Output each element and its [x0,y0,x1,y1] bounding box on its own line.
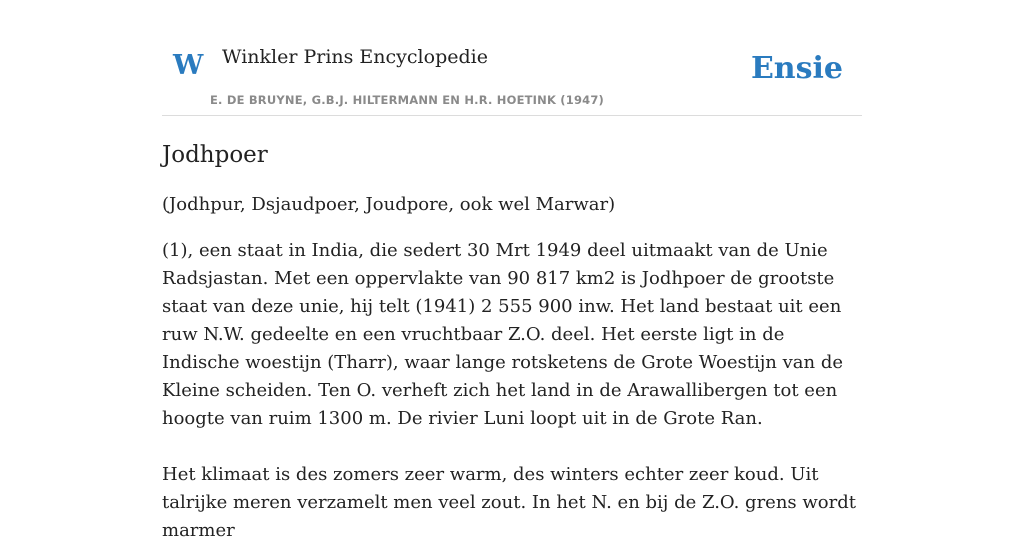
article-title: Jodhpoer [162,142,268,168]
article-subtitle: (Jodhpur, Dsjaudpoer, Joudpore, ook wel Marwar) [162,194,616,215]
publication-title[interactable]: Winkler Prins Encyclopedie [222,46,488,68]
winkler-prins-logo[interactable]: W [173,50,204,81]
publication-authors: E. DE BRUYNE, G.B.J. HILTERMANN EN H.R. HOETINK (1947) [210,93,605,107]
ensie-logo[interactable]: Ensie [750,51,843,86]
article-paragraph: (1), een staat in India, die sedert 30 Mrt 1949 deel uitmaakt van de Unie Radsjastan. Met een oppervlakte van 90 817 km2 is Jodhpoer de grootste staat van deze unie, hij telt (1941) 2 555 900 inw. Het land bestaat uit een ruw N.W. gedeelte en een vruchtbaar Z.O. deel. Het eerste ligt in de Indische woestijn (Tharr), waar lange rotsketens de Grote Woestijn van de Kleine scheiden. Ten O. verheft zich het land in de Arawallibergen tot een hoogte van ruim 1300 m. De rivier Luni loopt uit in de Grote Ran. [162,240,844,429]
site-header [162,0,862,116]
article [162,138,864,545]
article-paragraph: Het klimaat is des zomers zeer warm, des winters echter zeer koud. Uit talrijke meren verzamelt men veel zout. In het N. en bij de Z.O. grens wordt marmer [162,464,856,541]
